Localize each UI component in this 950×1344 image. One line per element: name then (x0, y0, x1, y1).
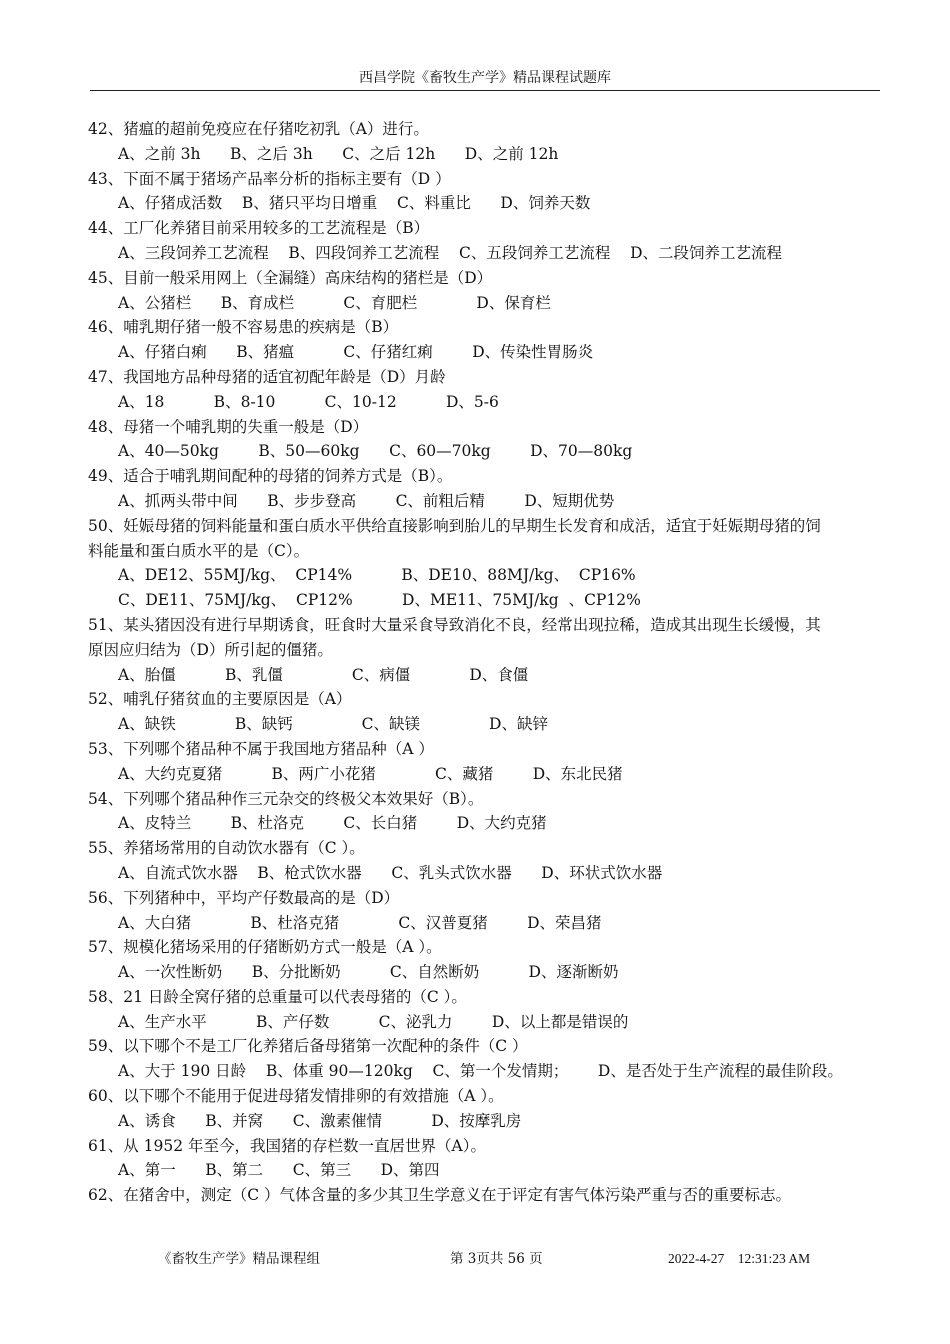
answer-options: A、皮特兰 B、杜洛克 C、长白猪 D、大约克猪 (118, 814, 547, 833)
question-list (88, 117, 888, 1208)
answer-options: A、之前 3h B、之后 3h C、之后 12h D、之前 12h (118, 144, 559, 163)
answer-options: A、抓两头带中间 B、步步登高 C、前粗后精 D、短期优势 (118, 491, 615, 510)
answer-options: A、缺铁 B、缺钙 C、缺镁 D、缺锌 (118, 715, 548, 734)
question-text: 44、工厂化养猪目前采用较多的工艺流程是（B） (88, 219, 430, 238)
answer-options: A、一次性断奶 B、分批断奶 C、自然断奶 D、逐渐断奶 (118, 963, 619, 982)
answer-options: A、大于 190 日龄 B、体重 90—120kg C、第一个发情期； D、是否处于生产流程的最佳阶段。 (118, 1062, 843, 1081)
answer-options: A、18 B、8-10 C、10-12 D、5-6 (118, 392, 499, 411)
question-text: 60、以下哪个不能用于促进母猪发情排卵的有效措施（A ）。 (88, 1087, 504, 1106)
question-text: 49、适合于哺乳期间配种的母猪的饲养方式是（B）。 (88, 467, 453, 486)
question-text: 59、以下哪个不是工厂化养猪后备母猪第一次配种的条件（C ） (88, 1037, 528, 1056)
question-text: 43、下面不属于猪场产品率分析的指标主要有（D ） (88, 169, 451, 188)
answer-options: A、第一 B、第二 C、第三 D、第四 (118, 1161, 440, 1180)
question-text: 52、哺乳仔猪贫血的主要原因是（A） (88, 690, 352, 709)
question-text: 62、在猪舍中，测定（C ）气体含量的多少其卫生学意义在于评定有害气体污染严重与否的重要标志。 (88, 1186, 792, 1205)
question-text: 57、规模化猪场采用的仔猪断奶方式一般是（A ）。 (88, 938, 442, 957)
question-text: 料能量和蛋白质水平的是（C）。 (88, 541, 310, 560)
question-text: 56、下列猪种中，平均产仔数最高的是（D） (88, 888, 400, 907)
question-text: 原因应归结为（D）所引起的僵猪。 (88, 640, 333, 659)
answer-options: A、生产水平 B、产仔数 C、泌乳力 D、以上都是错误的 (118, 1012, 629, 1031)
answer-options: A、仔猪成活数 B、猪只平均日增重 C、料重比 D、饲养天数 (118, 194, 591, 213)
question-text: 53、下列哪个猪品种不属于我国地方猪品种（A ） (88, 739, 434, 758)
answer-options: A、公猪栏 B、育成栏 C、育肥栏 D、保育栏 (118, 293, 551, 312)
answer-options: A、三段饲养工艺流程 B、四段饲养工艺流程 C、五段饲养工艺流程 D、二段饲养工艺流程 (118, 243, 782, 262)
answer-options: A、诱食 B、并窝 C、激素催情 D、按摩乳房 (118, 1111, 522, 1130)
question-text: 42、猪瘟的超前免疫应在仔猪吃初乳（A）进行。 (88, 120, 429, 138)
page-header: 西昌学院《畜牧生产学》精品课程试题库 (90, 68, 880, 91)
footer-course-group: 《畜牧生产学》精品课程组 (158, 1251, 320, 1267)
answer-options: A、自流式饮水器 B、枪式饮水器 C、乳头式饮水器 D、环状式饮水器 (118, 863, 663, 882)
answer-options: A、大白猪 B、杜洛克猪 C、汉普夏猪 D、荣昌猪 (118, 913, 602, 932)
question-text: 47、我国地方品种母猪的适宜初配年龄是（D）月龄 (88, 367, 446, 386)
question-text: 55、养猪场常用的自动饮水器有（C ）。 (88, 839, 365, 858)
answer-options: A、仔猪白痢 B、猪瘟 C、仔猪红痢 D、传染性胃肠炎 (118, 343, 594, 362)
question-text: 51、某头猪因没有进行早期诱食，旺食时大量采食导致消化不良，经常出现拉稀，造成其出现生长缓慢，其 (88, 615, 821, 634)
answer-options: A、DE12、55MJ/kg、 CP14% B、DE10、88MJ/kg、 CP16% (118, 566, 636, 585)
question-text: 45、目前一般采用网上（全漏缝）高床结构的猪栏是（D） (88, 268, 493, 287)
question-text: 46、哺乳期仔猪一般不容易患的疾病是（B） (88, 318, 399, 337)
footer-timestamp: 2022-4-27 12:31:23 AM (668, 1251, 811, 1266)
question-text: 58、21 日龄全窝仔猪的总重量可以代表母猪的（C ）。 (88, 987, 467, 1006)
question-text: 54、下列哪个猪品种作三元杂交的终极父本效果好（B）。 (88, 789, 484, 808)
answer-options: A、40—50kg B、50—60kg C、60—70kg D、70—80kg (118, 442, 633, 461)
answer-options: A、大约克夏猪 B、两广小花猪 C、藏猪 D、东北民猪 (118, 764, 623, 783)
footer-page-number: 第 3页共 56 页 (450, 1251, 543, 1267)
question-text: 48、母猪一个哺乳期的失重一般是（D） (88, 417, 369, 436)
page-footer (0, 1249, 950, 1269)
question-text: 61、从 1952 年至今，我国猪的存栏数一直居世界（A）。 (88, 1136, 486, 1155)
answer-options: A、胎僵 B、乳僵 C、病僵 D、食僵 (118, 665, 529, 684)
answer-options: C、DE11、75MJ/kg、 CP12% D、ME11、75MJ/kg 、CP12% (118, 591, 641, 610)
question-text: 50、妊娠母猪的饲料能量和蛋白质水平供给直接影响到胎儿的早期生长发育和成活，适宜于妊娠期母猪的饲 (88, 516, 821, 535)
